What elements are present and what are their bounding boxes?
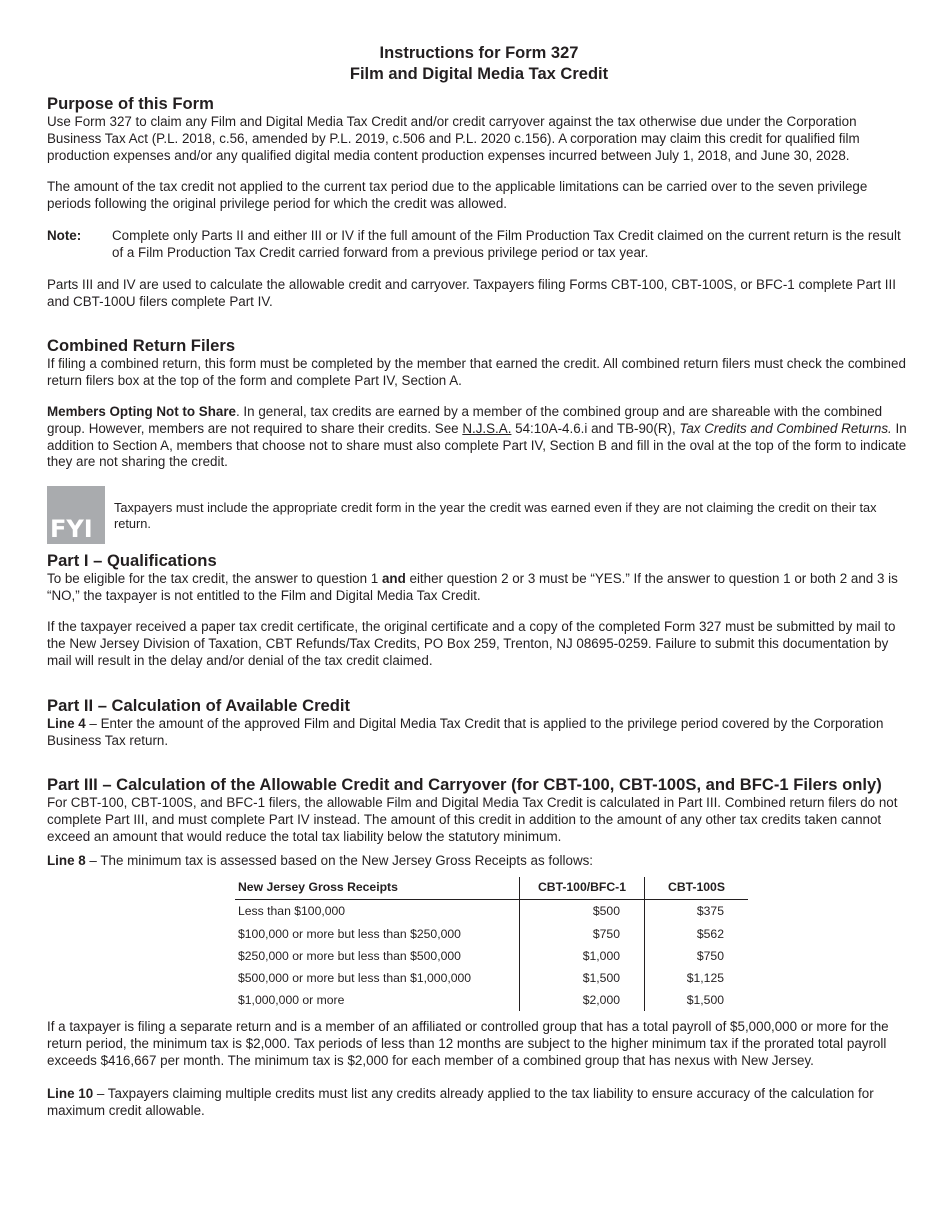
table-cell: $2,000 [520,989,645,1011]
part3-paragraph-1: For CBT-100, CBT-100S, and BFC-1 filers, the allowable Film and Digital Media Tax Credit is calculated in Part III. Combined return filers do not complete Part III, and must complete Part IV instead. The amount of this credit in addition to the amount of any other tax credits taken cannot exceed an amount that would reduce the total tax liability below the statutory minimum. [47,795,898,844]
part1-paragraph-2-block [47,619,911,669]
purpose-section [47,94,911,164]
table-cell: $562 [645,923,749,945]
fyi-icon [47,486,105,544]
note-block [47,228,911,262]
members-opting-block [47,404,911,471]
table-row [235,923,748,945]
table-cell: $250,000 or more but less than $500,000 [238,948,461,963]
members-text-b: 54:10A-4.6.i and TB-90(R), [511,420,680,436]
part1-text-b: either question 2 or 3 must be “YES.” If the answer to question 1 or both 2 and 3 is “NO,” the taxpayer is not entitled to the Film and Digital Media Tax Credit. [47,571,898,603]
table-cell: $1,500 [520,967,645,989]
members-opting-paragraph [47,404,911,471]
note-label: Note: [47,228,82,243]
table-cell: $375 [645,899,749,923]
members-text-a: . In general, tax credits are earned by a member of the combined group and are shareable with the combined group. However, members are not required to share their credits. See [47,404,883,436]
title-line-2: Film and Digital Media Tax Credit [349,65,609,83]
part3-line8 [47,853,911,870]
document-title [47,43,911,85]
line10-block [47,1086,911,1120]
part1-and: and [381,571,406,586]
table-cell: $750 [645,945,749,967]
part2-line4 [47,716,911,750]
purpose-paragraph-3: Parts III and IV are used to calculate the allowable credit and carryover. Taxpayers filing Forms CBT-100, CBT-100S, or BFC-1 complete Part III and CBT-100U filers complete Part IV. [47,277,896,309]
part3-heading: Part III – Calculation of the Allowable Credit and Carryover (for CBT-100, CBT-100S, and BFC-1 Filers only) [47,775,882,794]
note-text: Complete only Parts II and either III or IV if the full amount of the Film Production Tax Credit claimed on the current return is the result of a Film Production Tax Credit carried forward from a previous privilege period or tax year. [112,228,901,260]
table-cell: $500 [520,899,645,923]
table-cell: $1,500 [645,989,749,1011]
table-row [235,967,748,989]
line4-text: – Enter the amount of the approved Film and Digital Media Tax Credit that is applied to the privilege period covered by the Corporation Business Tax return. [47,716,884,748]
purpose-paragraph-2: The amount of the tax credit not applied to the current tax period due to the applicable limitations can be carried over to the seven privilege periods following the original privilege period for which the credit was allowed. [47,179,868,211]
fyi-badge-text: FYI [50,515,93,543]
purpose-heading: Purpose of this Form [47,94,214,113]
table-cell: $500,000 or more but less than $1,000,000 [238,970,472,985]
njsa-reference: N.J.S.A. [462,420,512,436]
combined-section [47,336,911,390]
part1-paragraph-1 [47,571,911,605]
line8-block [47,853,911,870]
purpose-paragraph-2-block [47,179,911,213]
table-header-row [235,877,748,899]
part2-heading: Part II – Calculation of Available Credit [47,696,351,715]
column-header: New Jersey Gross Receipts [235,877,520,899]
table-row [235,945,748,967]
purpose-paragraph-3-block [47,277,911,311]
members-opting-label: Members Opting Not to Share [47,404,236,419]
part1-section [47,551,911,605]
table-row [235,899,748,923]
table-cell: $1,000 [520,945,645,967]
table-cell: Less than $100,000 [238,904,346,919]
column-header: CBT-100/BFC-1 [520,877,645,899]
fyi-block [47,486,911,544]
line8-text: – The minimum tax is assessed based on the New Jersey Gross Receipts as follows: [85,853,594,868]
publication-title: Tax Credits and Combined Returns. [679,420,892,436]
table-cell: $100,000 or more but less than $250,000 [238,926,461,941]
line4-label: Line 4 [47,716,86,731]
line8-label: Line 8 [47,853,86,868]
fyi-text: Taxpayers must include the appropriate credit form in the year the credit was earned even if they are not claiming the credit on their tax return. [114,500,877,531]
part1-text-a: To be eligible for the tax credit, the answer to question 1 [47,571,382,586]
part2-section [47,696,911,750]
part3-line10 [47,1086,911,1120]
part3-paragraph-2-block [47,1019,911,1069]
part3-paragraph-2: If a taxpayer is filing a separate return and is a member of an affiliated or controlled group that has a total payroll of $5,000,000 or more for the return period, the minimum tax is $2,000. Tax periods of less than 12 months are subject to the higher minimum tax if the prorated total payroll exceeds $416,667 per month. The minimum tax is $2,000 for each member of a combined group that has nexus with New Jersey. [47,1019,889,1068]
members-text-c: In addition to Section A, members that choose not to share must also complete Part IV, Section B and fill in the oval at the top of the form to indicate they are not sharing the credit. [47,420,907,470]
table-row [235,989,748,1011]
part1-paragraph-2: If the taxpayer received a paper tax credit certificate, the original certificate and a copy of the completed Form 327 must be submitted by mail to the New Jersey Division of Taxation, CBT Refunds/Tax Credits, PO Box 259, Trenton, NJ 08695-0259. Failure to submit this documentation by mail will result in the delay and/or denial of the tax credit claimed. [47,619,896,668]
title-line-1: Instructions for Form 327 [379,44,579,62]
purpose-paragraph-1: Use Form 327 to claim any Film and Digital Media Tax Credit and/or credit carryover against the tax otherwise due under the Corporation Business Tax Act (P.L. 2018, c.56, amended by P.L. 2019, c.506 and P.L. 2020 c.156). A corporation may claim this credit for qualified film production expenses and/or any qualified digital media content production expenses incurred between July 1, 2018, and June 30, 2028. [47,114,860,163]
line10-label: Line 10 [47,1086,94,1101]
minimum-tax-table [235,877,748,1011]
part1-heading: Part I – Qualifications [47,551,217,570]
table-cell: $750 [520,923,645,945]
combined-heading: Combined Return Filers [47,336,236,355]
combined-paragraph-1: If filing a combined return, this form must be completed by the member that earned the credit. All combined return filers must check the combined return filers box at the top of the form and complete Part IV, Section A. [47,356,906,388]
table-cell: $1,000,000 or more [238,992,345,1007]
table-cell: $1,125 [645,967,749,989]
line10-text: – Taxpayers claiming multiple credits must list any credits already applied to the tax liability to ensure accuracy of the calculation for maximum credit allowable. [47,1086,874,1118]
column-header: CBT-100S [645,877,749,899]
part3-section [47,775,911,845]
